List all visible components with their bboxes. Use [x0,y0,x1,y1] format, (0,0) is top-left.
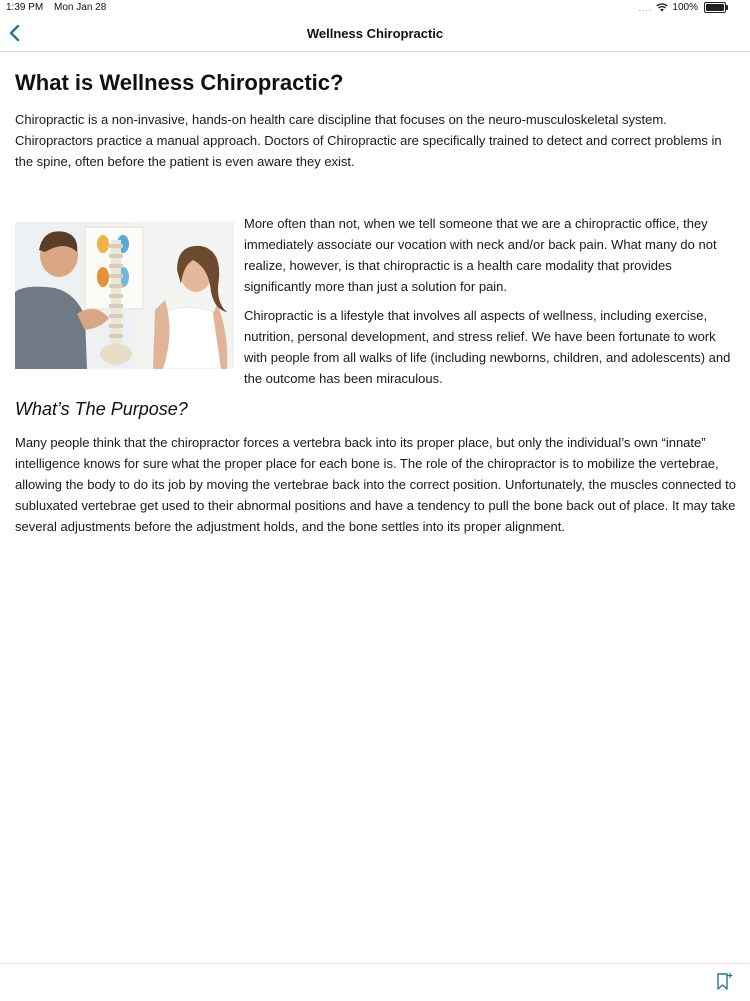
purpose-heading: What’s The Purpose? [15,399,188,419]
media-paragraph-1: More often than not, when we tell someone that we are a chiropractic office, they immediately associate our vocation with neck and/or back pain. What many do not realize, however, is that chiropractic is a health care modality that provides significantly more than just a solution for pain. [244,216,717,294]
bookmark-add-icon [716,972,734,992]
status-time: 1:39 PM [6,2,44,13]
status-date: Mon Jan 28 [54,2,107,13]
article-content [15,52,737,537]
purpose-paragraph: Many people think that the chiropractor forces a vertebra back into its proper place, but only the individual’s own “innate” intelligence knows for sure what the proper place for each bone is. The role of the chiropractor is to mobilize the vertebrae, allowing the body to do its job by moving the vertebrae back into the correct position. Unfortunately, the muscles connected to subluxated vertebrae get used to their abnormal positions and have a tendency to pull the bone back out of place. It may take several adjustments before the adjustment holds, and the bone settles into its proper alignment. [15,435,736,534]
battery-icon [704,2,726,13]
navigation-bar [0,16,750,52]
chiropractor-photo [15,222,234,369]
signal-dots: .... [638,2,653,13]
intro-paragraph: Chiropractic is a non-invasive, hands-on health care discipline that focuses on the neuro-musculoskeletal system. Chiropractors practice a manual approach. Doctors of Chiropractic are specifically trained to detect and correct problems in the spine, often before the patient is even aware they exist. [15,112,722,169]
bottom-toolbar [0,963,750,1001]
media-text [244,213,737,389]
status-bar [0,0,750,16]
bookmark-button[interactable] [716,972,734,992]
wifi-icon [656,3,668,12]
chiropractor-image [15,222,234,369]
media-row [15,213,737,389]
page-title: What is Wellness Chiropractic? [15,70,344,95]
nav-title: Wellness Chiropractic [306,26,444,41]
status-right [638,2,726,13]
status-left [6,2,114,13]
battery-percent: 100% [672,2,698,13]
media-paragraph-2: Chiropractic is a lifestyle that involves all aspects of wellness, including exercise, nutrition, personal development, and stress relief. We have been fortunate to work with people from all walks of life (including newborns, children, and adolescents) and the outcome has been miraculous. [244,308,731,386]
